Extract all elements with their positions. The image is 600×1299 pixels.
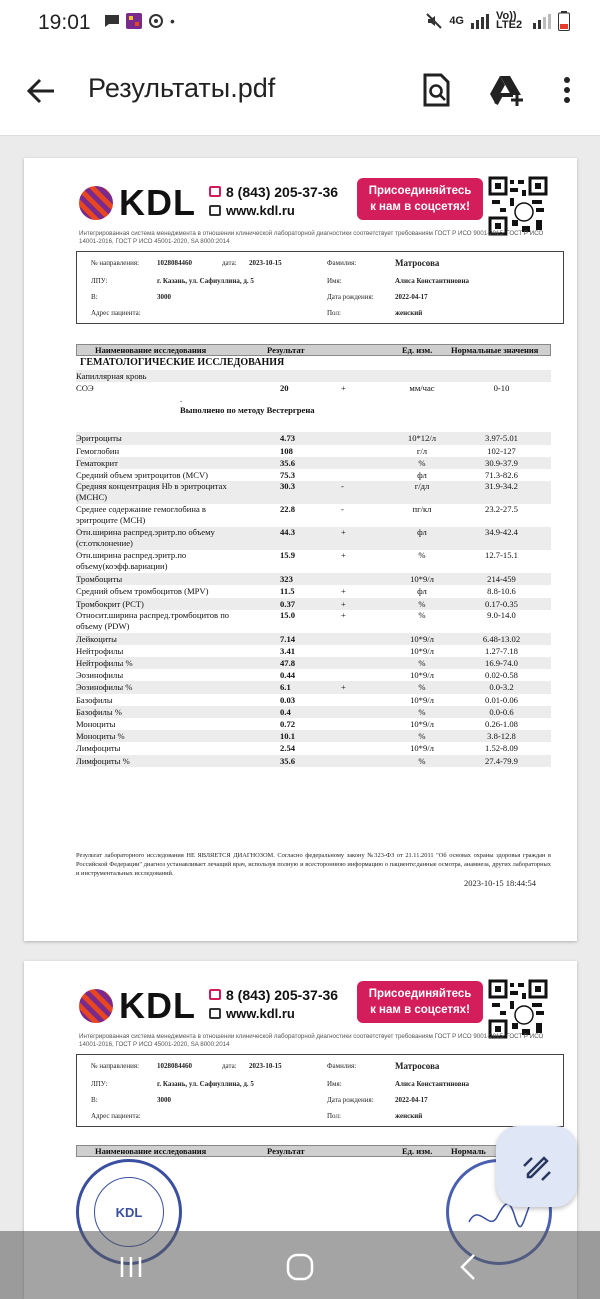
result-value: 4.73 — [280, 433, 296, 444]
test-name: Лимфоциты % — [76, 755, 130, 766]
referral-date: 2023-10-15 — [249, 1062, 282, 1070]
disclaimer-text: Результат лабораторного исследования НЕ ЯВЛЯЕТСЯ ДИАГНОЗОМ. Согласно федеральному закону №323-ФЗ от 21.11.2011 "Об основах охраны здоровья граждан в Российской Федерации" диагноз устанавливает лечащий врач, используя полную и всестороннюю информацию о пациенте:данные осмотра, анамнеза, других лабораторных и инструментальных исследований. — [76, 852, 551, 877]
result-unit: 10*9/л — [410, 694, 434, 705]
contacts — [209, 985, 338, 1023]
result-unit: г/л — [416, 445, 428, 456]
result-value: 108 — [280, 445, 293, 456]
table-row — [76, 527, 551, 550]
label-lpu: ЛПУ: — [91, 1080, 108, 1088]
result-unit: % — [418, 457, 426, 468]
reference-range: 1.27-7.18 — [485, 645, 518, 656]
result-unit: 10*9/л — [410, 670, 434, 681]
table-row — [76, 598, 551, 610]
reference-range: 0.17-0.35 — [485, 598, 518, 609]
test-name: Эозинофилы — [76, 670, 124, 681]
test-name: Средний объем эритроцитов (MCV) — [76, 469, 209, 480]
result-value: 35.6 — [280, 755, 296, 766]
monitor-icon — [209, 205, 221, 216]
result-value: 44.3 — [280, 527, 296, 538]
signal-icon — [470, 13, 490, 29]
result-unit: 10*9/л — [410, 743, 434, 754]
header-unit: Ед. изм. — [402, 345, 433, 355]
patient-name: Алиса Константиновна — [395, 1080, 470, 1088]
table-row — [76, 633, 551, 645]
reference-range: 12.7-15.1 — [485, 550, 518, 561]
result-value: 15.0 — [280, 609, 296, 620]
result-unit: фл — [417, 469, 427, 480]
soe-value: 20 — [280, 383, 289, 394]
result-unit: фл — [417, 527, 427, 538]
table-row — [76, 445, 551, 457]
result-unit: 10*9/л — [410, 645, 434, 656]
reference-range: 9.0-14.0 — [487, 609, 516, 620]
sync-icon — [148, 13, 164, 29]
soe-flag: + — [341, 383, 346, 394]
system-nav-bar — [0, 1231, 600, 1299]
result-value: 47.8 — [280, 658, 296, 669]
result-unit: % — [418, 598, 426, 609]
phone-number: 8 (843) 205-37-36 — [226, 183, 339, 200]
patient-info-box — [76, 1054, 564, 1127]
result-unit: % — [418, 609, 426, 620]
test-name: Нейтрофилы — [76, 645, 124, 656]
lab-stamp-center: KDL — [94, 1177, 164, 1247]
result-value: 0.4 — [280, 706, 291, 717]
result-value: 75.3 — [280, 469, 296, 480]
reference-range: 3.8-12.8 — [487, 731, 516, 742]
promo-line-1: Присоединяйтесь — [368, 185, 472, 197]
results-table — [76, 1145, 551, 1157]
table-row — [76, 550, 551, 573]
qr-code-icon — [488, 176, 548, 236]
test-name: Гематокрит — [76, 457, 118, 468]
header-name: Наименование исследования — [95, 345, 207, 355]
table-row — [76, 657, 551, 669]
nav-back-icon[interactable] — [454, 1253, 484, 1281]
test-name: Среднее содержание гемоглобина в эритроците (MCH) — [76, 504, 206, 526]
header-norm: Нормаль — [451, 1146, 486, 1156]
table-row — [76, 432, 551, 444]
label-v: В: — [91, 1096, 98, 1104]
patient-name: Алиса Константиновна — [395, 277, 470, 285]
dot-mark: . — [180, 394, 183, 405]
promo-line-2: к нам в соцсетях! — [370, 1004, 470, 1016]
table-row — [76, 585, 551, 597]
test-name: Средний объем тромбоцитов (MPV) — [76, 586, 209, 597]
result-unit: г/дл — [414, 481, 430, 492]
reference-range: 16.9-74.0 — [485, 658, 518, 669]
reference-range: 1.52-8.09 — [485, 743, 518, 754]
reference-range: 71.3-82.6 — [485, 469, 518, 480]
result-flag: - — [341, 504, 344, 515]
reference-range: 27.4-79.9 — [485, 755, 518, 766]
soe-name: СОЭ — [76, 383, 94, 394]
status-bar — [0, 0, 600, 48]
label-name: Имя: — [327, 1080, 342, 1088]
search-document-icon[interactable] — [418, 72, 454, 108]
table-row — [76, 669, 551, 681]
test-name: Отн.ширина распред.эритр.по объему(коэфф.вариации) — [76, 550, 187, 572]
reference-range: 30.9-37.9 — [485, 457, 518, 468]
patient-surname: Матросова — [395, 1061, 440, 1071]
recent-apps-icon[interactable] — [116, 1253, 146, 1281]
reference-range: 6.48-13.02 — [482, 633, 521, 644]
phone-line — [209, 182, 338, 201]
table-row — [76, 645, 551, 657]
site-url: www.kdl.ru — [226, 1006, 295, 1021]
table-row — [76, 681, 551, 693]
battery-icon — [558, 11, 570, 31]
phone-icon — [209, 186, 221, 197]
material-row — [76, 370, 551, 382]
table-row — [76, 730, 551, 742]
reference-range: 8.8-10.6 — [487, 586, 516, 597]
result-value: 35.6 — [280, 457, 296, 468]
reference-range: 0.02-0.58 — [485, 670, 518, 681]
dot-row — [76, 394, 551, 404]
iso-certification-text: Интегрированная система менеджмента в отношении клинической лабораторной диагностики соответствует требованиям ГОСТ Р ИСО 9001-2015, ГОСТ Р ИСО 14001-2016, ГОСТ Р ИСО 45001-2020, SA 8000:2014 — [79, 1033, 544, 1048]
label-lpu: ЛПУ: — [91, 277, 108, 285]
reference-range: 102-127 — [487, 445, 516, 456]
result-unit: % — [418, 731, 426, 742]
qr-code-icon — [488, 979, 548, 1039]
header-name: Наименование исследования — [95, 1146, 207, 1156]
header-result: Результат — [267, 1146, 305, 1156]
table-header — [76, 1145, 551, 1157]
kdl-logo-mark-icon — [79, 186, 113, 220]
result-value: 15.9 — [280, 550, 296, 561]
result-flag: + — [341, 682, 346, 693]
test-name: Лимфоциты — [76, 743, 121, 754]
social-promo-banner — [357, 981, 483, 1023]
result-value: 3.41 — [280, 645, 296, 656]
result-value: 6.1 — [280, 682, 291, 693]
reference-range: 34.9-42.4 — [485, 527, 518, 538]
reference-range: 3.97-5.01 — [485, 433, 518, 444]
more-options-icon[interactable] — [552, 72, 582, 108]
label-sex: Пол: — [327, 309, 341, 317]
kdl-logo-text: KDL — [119, 985, 196, 1026]
label-surname: Фамилия: — [327, 259, 357, 267]
signal-2-icon — [532, 13, 552, 29]
pen-edit-icon — [520, 1150, 554, 1184]
test-name: Относит.ширина распред.тромбоцитов по объему (PDW) — [76, 609, 230, 631]
lpu-address: г. Казань, ул. Сафиуллина, д. 5 — [157, 277, 254, 285]
result-flag: + — [341, 586, 346, 597]
test-name: Средняя концентрация Hb в эритроцитах (MCHC) — [76, 481, 227, 503]
patient-sex: женский — [395, 309, 423, 317]
test-name: Лейкоциты — [76, 633, 117, 644]
result-value: 0.03 — [280, 694, 296, 705]
kdl-logo-text: KDL — [119, 182, 196, 223]
method-row — [76, 404, 551, 432]
lpu-address: г. Казань, ул. Сафиуллина, д. 5 — [157, 1080, 254, 1088]
result-value: 0.37 — [280, 598, 296, 609]
referral-date: 2023-10-15 — [249, 259, 282, 267]
reference-range: 0.01-0.06 — [485, 694, 518, 705]
result-flag: + — [341, 598, 346, 609]
results-table — [76, 344, 551, 767]
label-referral: № направления: — [91, 1062, 140, 1070]
result-unit: % — [418, 550, 426, 561]
promo-line-1: Присоединяйтесь — [368, 988, 472, 1000]
reference-range: 23.2-27.5 — [485, 504, 518, 515]
table-row — [76, 694, 551, 706]
label-referral: № направления: — [91, 259, 140, 267]
label-dob: Дата рождения: — [327, 293, 374, 301]
test-name: Тромбокрит (PCT) — [76, 598, 144, 609]
result-unit: 10*9/л — [410, 574, 434, 585]
document-title: Результаты.pdf — [88, 73, 276, 103]
kdl-logo-mark-icon — [79, 989, 113, 1023]
result-value: 7.14 — [280, 633, 296, 644]
table-row — [76, 469, 551, 481]
soe-row — [76, 382, 551, 394]
result-flag: + — [341, 609, 346, 620]
result-value: 11.5 — [280, 586, 295, 597]
kdl-logo — [79, 985, 196, 1027]
result-unit: % — [418, 706, 426, 717]
result-rows — [76, 432, 551, 766]
table-header — [76, 344, 551, 356]
app-bar — [0, 48, 600, 136]
network-type: 4G — [449, 15, 464, 27]
result-unit: пг/кл — [412, 504, 432, 515]
method-note: Выполнено по методу Вестергрена — [180, 405, 315, 416]
label-date: дата: — [222, 1062, 237, 1070]
result-flag: + — [341, 527, 346, 538]
reference-range: 31.9-34.2 — [485, 481, 518, 492]
result-value: 0.44 — [280, 670, 296, 681]
test-name: Отн.ширина распред.эритр.по объему (ст.отклонение) — [76, 527, 215, 549]
result-flag: + — [341, 550, 346, 561]
label-patient-address: Адрес пациента: — [91, 1112, 141, 1120]
soe-norm: 0-10 — [493, 383, 510, 394]
annotate-button[interactable] — [496, 1126, 577, 1207]
report-datetime: 2023-10-15 18:44:54 — [464, 878, 537, 888]
v-value: 3000 — [157, 1096, 171, 1104]
table-row — [76, 718, 551, 730]
test-name: Моноциты % — [76, 731, 125, 742]
add-to-drive-icon[interactable] — [488, 72, 524, 108]
material-label: Капиллярная кровь — [76, 371, 147, 381]
label-v: В: — [91, 293, 98, 301]
message-icon — [104, 13, 120, 29]
result-unit: 10*9/л — [410, 719, 434, 729]
mute-icon — [425, 12, 443, 30]
patient-dob: 2022-04-17 — [395, 293, 428, 301]
result-unit: 10*12/л — [407, 433, 437, 444]
label-dob: Дата рождения: — [327, 1096, 374, 1104]
test-name: Моноциты — [76, 719, 116, 729]
result-unit: % — [418, 682, 426, 693]
reference-range: 214-459 — [487, 574, 516, 585]
social-promo-banner — [357, 178, 483, 220]
site-line — [209, 1004, 338, 1023]
test-name: Базофилы % — [76, 706, 122, 717]
pdf-page-1 — [24, 158, 577, 941]
table-row — [76, 755, 551, 767]
result-value: 22.8 — [280, 504, 296, 515]
patient-dob: 2022-04-17 — [395, 1096, 428, 1104]
status-indicators — [425, 11, 570, 31]
test-name: Нейтрофилы % — [76, 658, 133, 669]
header-result: Результат — [267, 345, 305, 355]
volte-label: Vo)) LTE2 — [496, 10, 523, 31]
test-name: Базофилы — [76, 694, 113, 705]
contacts — [209, 182, 338, 220]
label-date: дата: — [222, 259, 237, 267]
phone-icon — [209, 989, 221, 1000]
label-surname: Фамилия: — [327, 1062, 357, 1070]
iso-certification-text: Интегрированная система менеджмента в отношении клинической лабораторной диагностики соответствует требованиям ГОСТ Р ИСО 9001-2015, ГОСТ Р ИСО 14001-2016, ГОСТ Р ИСО 45001-2020, SA 8000:2014 — [79, 230, 544, 245]
phone-number: 8 (843) 205-37-36 — [226, 986, 339, 1003]
patient-sex: женский — [395, 1112, 423, 1120]
table-row — [76, 457, 551, 469]
label-patient-address: Адрес пациента: — [91, 309, 141, 317]
result-value: 323 — [280, 574, 293, 585]
result-unit: % — [418, 658, 426, 669]
status-notifications — [104, 13, 175, 29]
result-value: 2.54 — [280, 743, 296, 754]
header-norm: Нормальные значения — [451, 345, 539, 355]
table-row — [76, 481, 551, 504]
result-value: 10.1 — [280, 731, 296, 742]
header-unit: Ед. изм. — [402, 1146, 433, 1156]
home-icon[interactable] — [285, 1253, 315, 1281]
more-notifications-dot: • — [170, 13, 175, 29]
result-value: 30.3 — [280, 481, 296, 492]
patient-info-box — [76, 251, 564, 324]
referral-number: 1028084460 — [157, 259, 192, 267]
test-name: Тромбоциты — [76, 574, 123, 585]
table-row — [76, 742, 551, 754]
site-url: www.kdl.ru — [226, 203, 295, 218]
table-row — [76, 610, 551, 633]
test-name: Эозинофилы % — [76, 682, 133, 693]
v-value: 3000 — [157, 293, 171, 301]
result-flag: - — [341, 481, 344, 492]
site-line — [209, 201, 338, 220]
promo-line-2: к нам в соцсетях! — [370, 201, 470, 213]
reference-range: 0.26-1.08 — [485, 719, 518, 729]
referral-number: 1028084460 — [157, 1062, 192, 1070]
back-arrow-icon[interactable] — [24, 74, 58, 108]
app-icon — [126, 13, 142, 29]
label-sex: Пол: — [327, 1112, 341, 1120]
soe-unit: мм/час — [409, 383, 435, 394]
reference-range: 0.0-3.2 — [489, 682, 514, 693]
status-time: 19:01 — [38, 11, 91, 34]
result-unit: 10*9/л — [410, 633, 434, 644]
table-row — [76, 706, 551, 718]
result-unit: фл — [417, 586, 427, 597]
section-title: ГЕМАТОЛОГИЧЕСКИЕ ИССЛЕДОВАНИЯ — [80, 357, 285, 368]
result-value: 0.72 — [280, 719, 296, 729]
kdl-logo — [79, 182, 196, 224]
table-row — [76, 573, 551, 585]
test-name: Эритроциты — [76, 433, 122, 444]
patient-surname: Матросова — [395, 258, 440, 268]
phone-line — [209, 985, 338, 1004]
reference-range: 0.0-0.6 — [489, 706, 514, 717]
label-name: Имя: — [327, 277, 342, 285]
table-row — [76, 504, 551, 527]
test-name: Гемоглобин — [76, 445, 120, 456]
result-unit: % — [418, 755, 426, 766]
monitor-icon — [209, 1008, 221, 1019]
